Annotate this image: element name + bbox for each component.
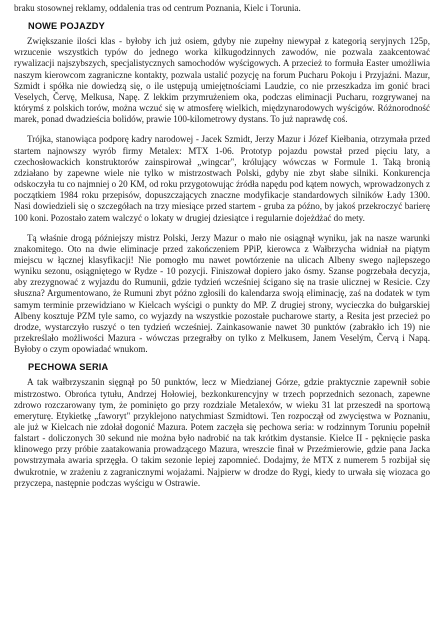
section-heading-pechowa-seria: PECHOWA SERIA xyxy=(28,362,109,373)
paragraph: A tak wałbrzyszanin sięgnął po 50 punktów, lecz w Miedzianej Górze, gdzie praktycznie zapewnił sobie mistrzostwo. Obrońca tytułu, Andrzej Hołowiej, bezkonkurencyjny w trzech poprzednich sezonach, zapewne zdrowo rozczarowany tym, że pominięto go przy rozdziale Metalexów, w wieku 31 lat przeszedł na sportową emeryturę. Etykietkę „faworyt" przyklejono natychmiast Szmidtowi. Ten rozpoczął od zwycięstwa w Poznaniu, ale już w Kielcach nie zdołał dogonić Mazura. Potem zaczęła się pechowa seria: w rodzinnym Toruniu popełnił falstart - doliczonych 30 sekund nie można było nadrobić na tak krótkim dystansie. Kielce II - pęknięcie paska klinowego przy próbie zaatakowania prowadzącego Mazura, wreszcie finał w Przeźmierowie, gdzie pana Jacka powstrzymała awaria sprzęgła. O takim sezonie lepiej zapomnieć. Dodajmy, że MTX z numerem 5 rozbijał się dwukrotnie, w zrażeniu z zagranicznymi wojażami. Najpierw w drodze do Rygi, kiedy to urwała się wiozaca go przyczepa, następnie podczas wyścigu w Ostrawie. xyxy=(14,377,430,488)
paragraph: Trójka, stanowiąca podporę kadry narodowej - Jacek Szmidt, Jerzy Mazur i Józef Kiełbania, otrzymała przed startem najnowszy wyrób firmy Metalex: MTX 1-06. Prototyp pojazdu powstał przed pięciu laty, a czechosłowackich konstruktorów zainspirował „wingcar", królujący wówczas w Formule 1. Taką bronią zdziałano by zapewne wiele nie tylko w mistrzostwach Polski, gdyby nie zbyt słabe silniki. Konkurencja odskoczyła tu co najmniej o 20 KM, od roku przygotowując źródła napędu pod kątem nowych, wprowadzonych z początkiem 1984 roku przepisów, dopuszczających znaczne modyfikacje standardowych silników Łady 1300. Nasi dowiedzieli się o szczegółach na trzy miesiące przed startem - gruba za późno, by jakoś przekroczyć barierę 100 koni. Pozostało zatem walczyć o lokaty w drugiej dziesiątce i regularnie dojeżdżać do mety. xyxy=(14,134,430,223)
paragraph: Tą właśnie drogą późniejszy mistrz Polski, Jerzy Mazur o mało nie osiągnął wyniku, jak na nasze warunki znakomitego. Oto na dwie eliminacje przed zakończeniem PPiP, kierowca z Wałbrzycha widniał na piątym miejscu w łącznej klasyfikacji! Nie pomogło mu nawet powtórzenie na ulicach Albeny swego najlepszego wyniku sezonu, osiągniętego w Rydze - 10 pozycji. Finiszował dopiero jako ósmy. Szanse pogrzebała decyzja, aby zrezygnować z wyjazdu do Rumunii, gdzie tydzień wcześniej ścigano się na trasie ulicznej w Resicie. Czy słuszna? Argumentowano, że Rumuni zbyt późno zgłosili do kalendarza swoją eliminację, zaś na dodatek w tym samym terminie przewidziano w Kielcach wyścigi o punkty do MP. Z drugiej strony, wycieczka do bułgarskiej Albeny kosztuje PZM tyle samo, co wyjazdy na wszystkie pozostałe pucharowe starty, a Resita jest przecież po drodze, wystarczyło ruszyć o ten tydzień wcześniej. Zainkasowanie nawet 30 punktów (zabrakło ich 19) nie przekreślało możliwości Mazura - wówczas przegrałby on tylko z Melkusem, Janem Veselým, Červą i Napą. Byłoby o czym opowiadać wnukom. xyxy=(14,232,430,355)
paragraph-spacer xyxy=(14,125,430,134)
paragraph-spacer xyxy=(14,224,430,233)
intro-line: braku stosownej reklamy, oddalenia tras od centrum Poznania, Kielc i Torunia. xyxy=(14,3,301,13)
paragraph: Zwiększanie ilości klas - byłoby ich już osiem, gdyby nie zupełny niewypał z kategorią seryjnych 125p, wrzucenie wszystkich typów do jednego worka kilkugodzinnych zawodów, nie pozwala zaakcentować rywalizacji najszybszych, specjalistycznych samochodów wyścigowych. A przecież to formuła Easter umożliwia naszym kierowcom zagraniczne kontakty, pozwala ustalić pozycję na forum Pucharu Pokoju i Przyjaźni. Mazur, Szmidt i spółka nie dowiedzą się, o ile ustępują umiejętnościami Laudzie, co nie przeszkadza im gonić braci Veselych, Červę, Melkusa, Napę. Z lekkim przymrużeniem oka, podczas eliminacji Pucharu, rozgrywanej na którymś z polskich torów, można wczuć się w atmosferę wielkich, międzynarodowych wyścigów. Różnorodność marek, ponad dwadzieścia bolidów, prawie 100-kilometrowy dystans. To już naprawdę coś. xyxy=(14,36,430,125)
section-heading-nowe-pojazdy: NOWE POJAZDY xyxy=(28,21,105,32)
